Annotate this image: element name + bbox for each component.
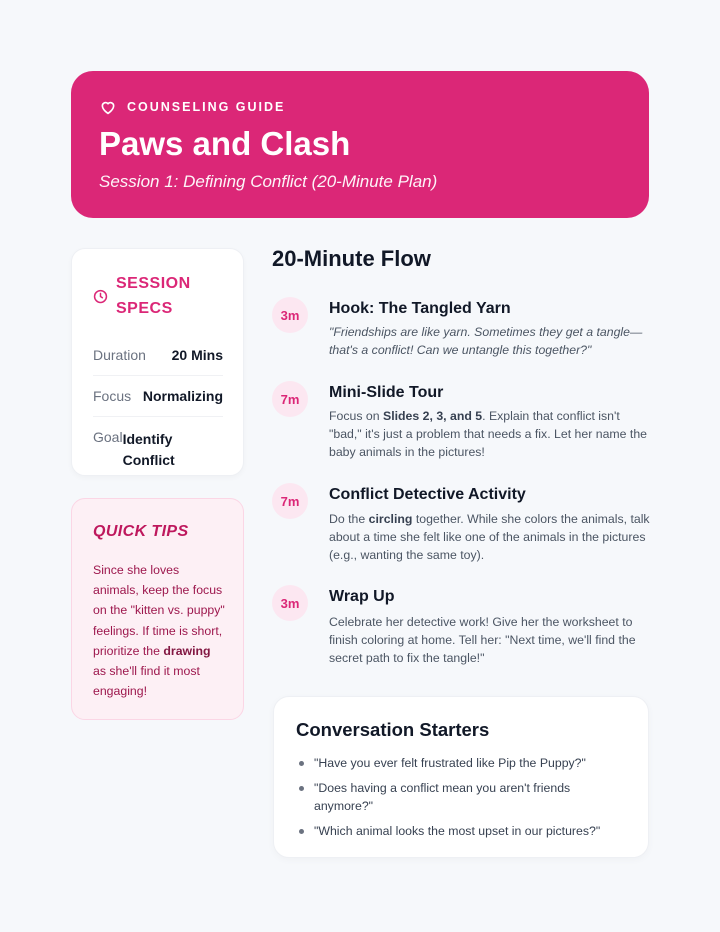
list-item: "Which animal looks the most upset in our pictures?" xyxy=(296,822,626,840)
session-specs-card xyxy=(71,248,244,476)
list-item: "Have you ever felt frustrated like Pip the Puppy?" xyxy=(296,754,626,772)
step-title: Wrap Up xyxy=(329,588,395,605)
spec-row-duration xyxy=(93,335,223,376)
eyebrow xyxy=(99,98,621,116)
spec-value: Identify Conflict xyxy=(122,431,175,468)
step-body-part: Do the xyxy=(329,512,369,526)
spec-key: Duration xyxy=(93,347,146,363)
eyebrow-label: COUNSELING GUIDE xyxy=(127,100,286,114)
tips-title: QUICK TIPS xyxy=(93,523,189,540)
clock-icon xyxy=(93,289,108,304)
step-body: "Friendships are like yarn. Sometimes they get a tangle—that's a conflict! Can we untangle this together?" xyxy=(329,325,643,357)
step-body-bold: circling xyxy=(368,512,413,526)
spec-value: Normalizing xyxy=(142,388,223,404)
step-body xyxy=(329,407,651,461)
spec-row-focus xyxy=(93,376,223,417)
page-title: Paws and Clash xyxy=(99,125,351,162)
page-subtitle: Session 1: Defining Conflict (20-Minute Plan) xyxy=(99,172,438,192)
step-body-part: together. While she colors the animals, talk about a time she felt like one of the animals in the pictures (e.g., wanting the same toy). xyxy=(329,512,650,562)
conversation-starters-card xyxy=(273,696,649,858)
quick-tips-card xyxy=(71,498,244,720)
flow-title: 20-Minute Flow xyxy=(272,246,431,271)
duration-badge: 7m xyxy=(272,381,308,417)
step-body-part: . Explain that conflict isn't "bad," it's just a problem that needs a fix. Let her name the baby animals in the pictures! xyxy=(329,409,647,459)
conversation-list xyxy=(296,754,626,840)
list-item: "Does having a conflict mean you aren't friends anymore?" xyxy=(296,779,626,815)
step-title: Conflict Detective Activity xyxy=(329,486,526,503)
duration-badge: 7m xyxy=(272,483,308,519)
spec-key: Goal xyxy=(93,429,123,445)
header-banner xyxy=(71,71,649,218)
conversation-title: Conversation Starters xyxy=(296,719,490,740)
step-body-part: Focus on xyxy=(329,409,383,423)
tips-text xyxy=(93,560,225,701)
specs-heading xyxy=(93,271,223,321)
specs-title: SESSION SPECS xyxy=(116,275,191,317)
heart-icon xyxy=(99,98,117,116)
step-body xyxy=(329,510,651,564)
step-body-bold: Slides 2, 3, and 5 xyxy=(383,409,483,423)
spec-value: 20 Mins xyxy=(171,347,223,363)
step-title: Hook: The Tangled Yarn xyxy=(329,300,511,317)
spec-row-goal xyxy=(93,417,223,483)
step-title: Mini-Slide Tour xyxy=(329,384,444,401)
tips-text-part: Since she loves animals, keep the focus on the "kitten vs. puppy" feelings. If time is short, prioritize the xyxy=(93,563,225,658)
tips-bold: drawing xyxy=(163,643,211,658)
duration-badge: 3m xyxy=(272,585,308,621)
duration-badge: 3m xyxy=(272,297,308,333)
spec-key: Focus xyxy=(93,388,132,404)
tips-text-part: as she'll find it most engaging! xyxy=(93,664,200,699)
step-body: Celebrate her detective work! Give her the worksheet to finish coloring at home. Tell her: "Next time, we'll find the secret path to fix the tangle!" xyxy=(329,615,636,665)
